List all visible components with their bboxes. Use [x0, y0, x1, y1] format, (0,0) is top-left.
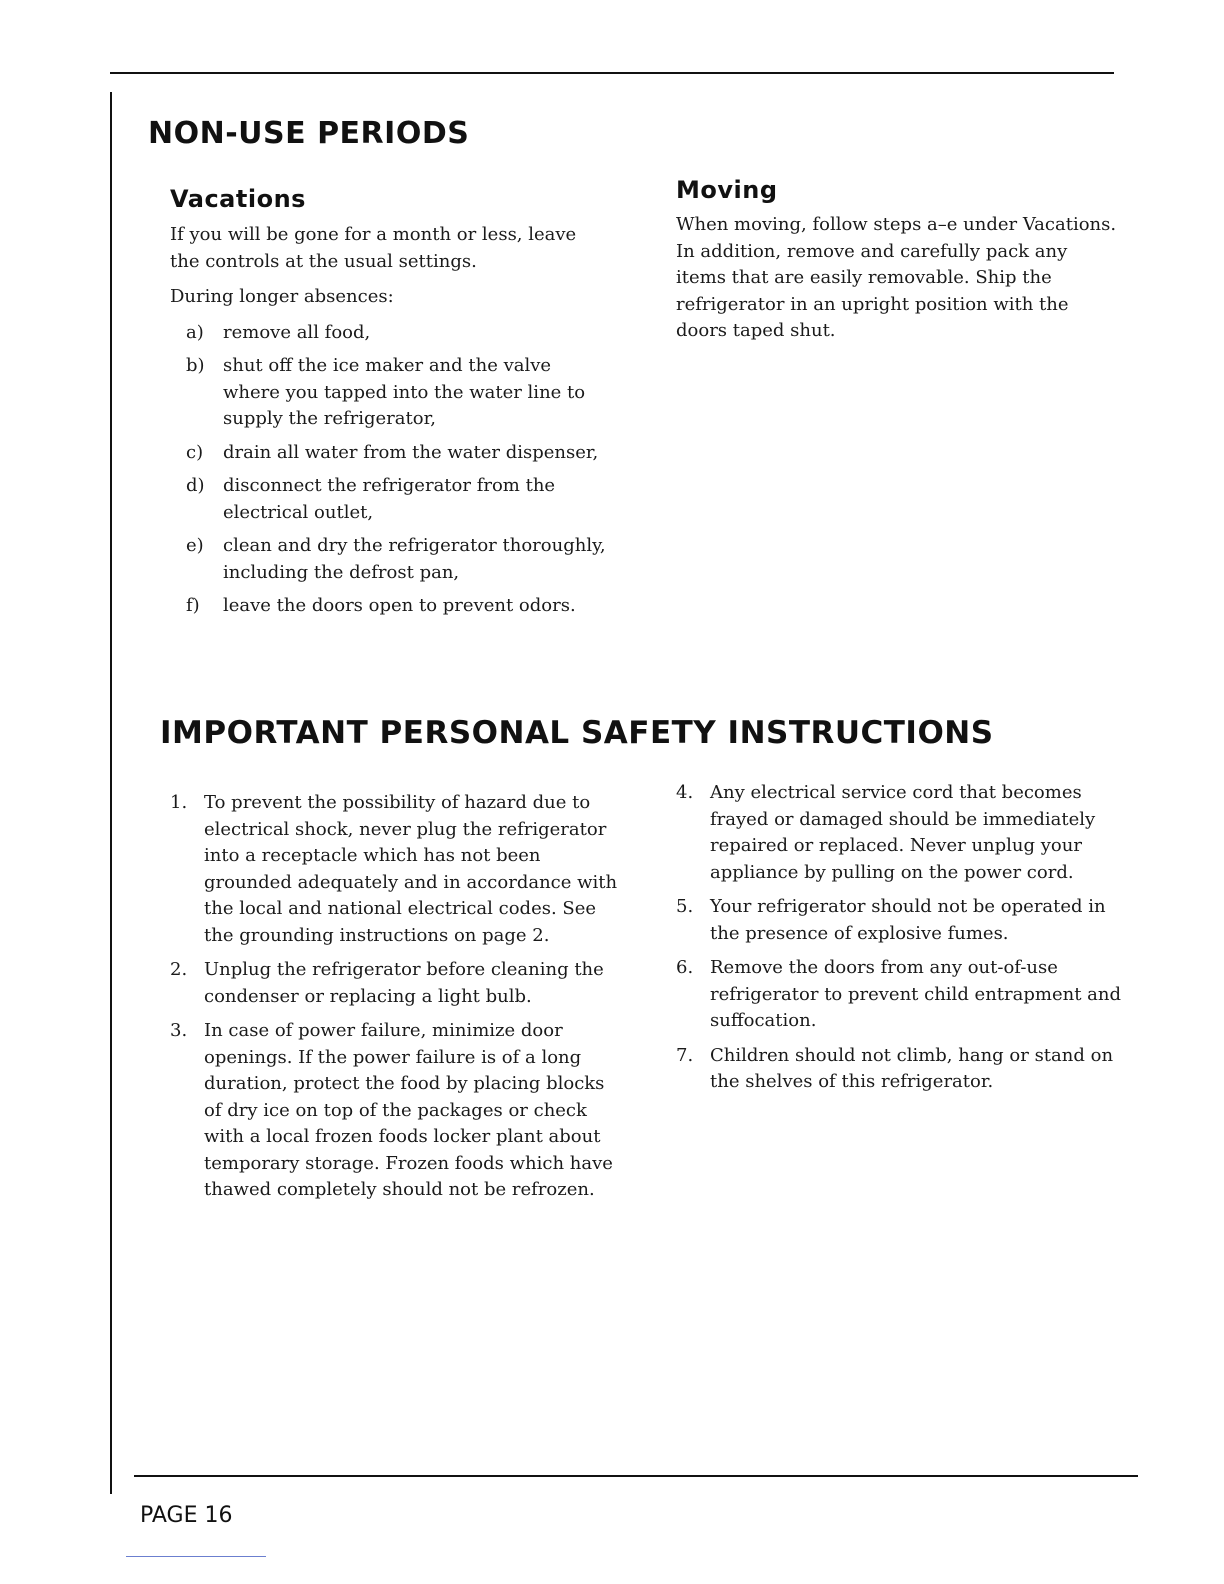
vacations-section	[170, 222, 610, 627]
vacations-intro: If you will be gone for a month or less, leave the controls at the usual settings.	[170, 224, 577, 272]
list-marker: c)	[186, 441, 204, 463]
list-marker: f)	[186, 595, 200, 616]
list-item-text: Any electrical service cord that becomes frayed or damaged should be immediately repaired or replaced. Never unplug your appliance by pulling on the power cord.	[710, 782, 1096, 883]
list-item-text: In case of power failure, minimize door openings. If the power failure is of a long duration, protect the food by placing blocks of dry ice on top of the packages or check with a local frozen foods locker plant about temporary storage. Frozen foods which have thawed completely should not be refrozen.	[204, 1020, 613, 1200]
list-marker: 6.	[676, 957, 694, 978]
list-item	[170, 790, 625, 949]
vacations-longer-absences: During longer absences:	[170, 286, 394, 307]
list-marker: 5.	[676, 896, 694, 917]
list-marker: b)	[186, 355, 205, 376]
list-item-text: Unplug the refrigerator before cleaning the condenser or replacing a light bulb.	[204, 959, 604, 1007]
safety-left-column	[170, 790, 625, 1212]
list-marker: 4.	[676, 782, 694, 803]
list-item-text: Remove the doors from any out-of-use refrigerator to prevent child entrapment and suffocation.	[710, 957, 1122, 1031]
list-item-text: To prevent the possibility of hazard due to electrical shock, never plug the refrigerator into a receptacle which has not been grounded adequately and in accordance with the local and national electrical codes. See the grounding instructions on page 2.	[204, 792, 618, 946]
list-marker: 1.	[170, 792, 188, 813]
list-item-text: clean and dry the refrigerator thoroughly, including the defrost pan,	[223, 535, 606, 583]
safety-list-right	[676, 780, 1131, 1096]
safety-instructions-title: IMPORTANT PERSONAL SAFETY INSTRUCTIONS	[160, 715, 994, 751]
bottom-rule	[134, 1475, 1138, 1477]
list-item	[170, 1018, 625, 1204]
scan-artifact-line	[126, 1556, 266, 1557]
list-item-text: Your refrigerator should not be operated in the presence of explosive fumes.	[710, 896, 1106, 944]
list-item	[186, 593, 610, 620]
list-item	[676, 955, 1131, 1035]
list-marker: 3.	[170, 1020, 188, 1041]
list-item	[186, 353, 610, 433]
moving-heading: Moving	[676, 176, 778, 204]
moving-text: When moving, follow steps a–e under Vacations. In addition, remove and carefully pack any items that are easily removable. Ship the refrigerator in an upright position with the doors taped shut.	[676, 214, 1117, 341]
vacations-heading: Vacations	[170, 185, 306, 213]
list-item	[170, 957, 625, 1010]
safety-right-column	[676, 780, 1131, 1104]
list-item-text: Children should not climb, hang or stand on the shelves of this refrigerator.	[710, 1044, 1114, 1092]
list-item	[186, 320, 610, 347]
list-item-text: disconnect the refrigerator from the electrical outlet,	[223, 475, 556, 523]
list-item-text: shut off the ice maker and the valve where you tapped into the water line to supply the refrigerator,	[223, 355, 586, 429]
list-item	[186, 533, 610, 586]
vacations-steps-list	[170, 320, 610, 620]
list-marker: 7.	[676, 1044, 694, 1066]
top-rule	[110, 72, 1114, 74]
left-rule	[110, 92, 112, 1494]
list-item	[676, 780, 1131, 886]
non-use-periods-title: NON-USE PERIODS	[148, 116, 470, 151]
list-marker: e)	[186, 535, 204, 556]
safety-list-left	[170, 790, 625, 1204]
list-item-text: remove all food,	[223, 321, 371, 343]
list-item-text: drain all water from the water dispenser,	[223, 441, 599, 463]
moving-section	[676, 212, 1121, 354]
list-marker: 2.	[170, 959, 188, 980]
list-marker: a)	[186, 321, 204, 343]
list-marker: d)	[186, 475, 205, 496]
list-item	[676, 894, 1131, 947]
list-item	[186, 473, 610, 526]
list-item	[186, 440, 610, 467]
list-item	[676, 1043, 1131, 1096]
page-number: PAGE 16	[140, 1503, 233, 1528]
list-item-text: leave the doors open to prevent odors.	[223, 595, 576, 616]
